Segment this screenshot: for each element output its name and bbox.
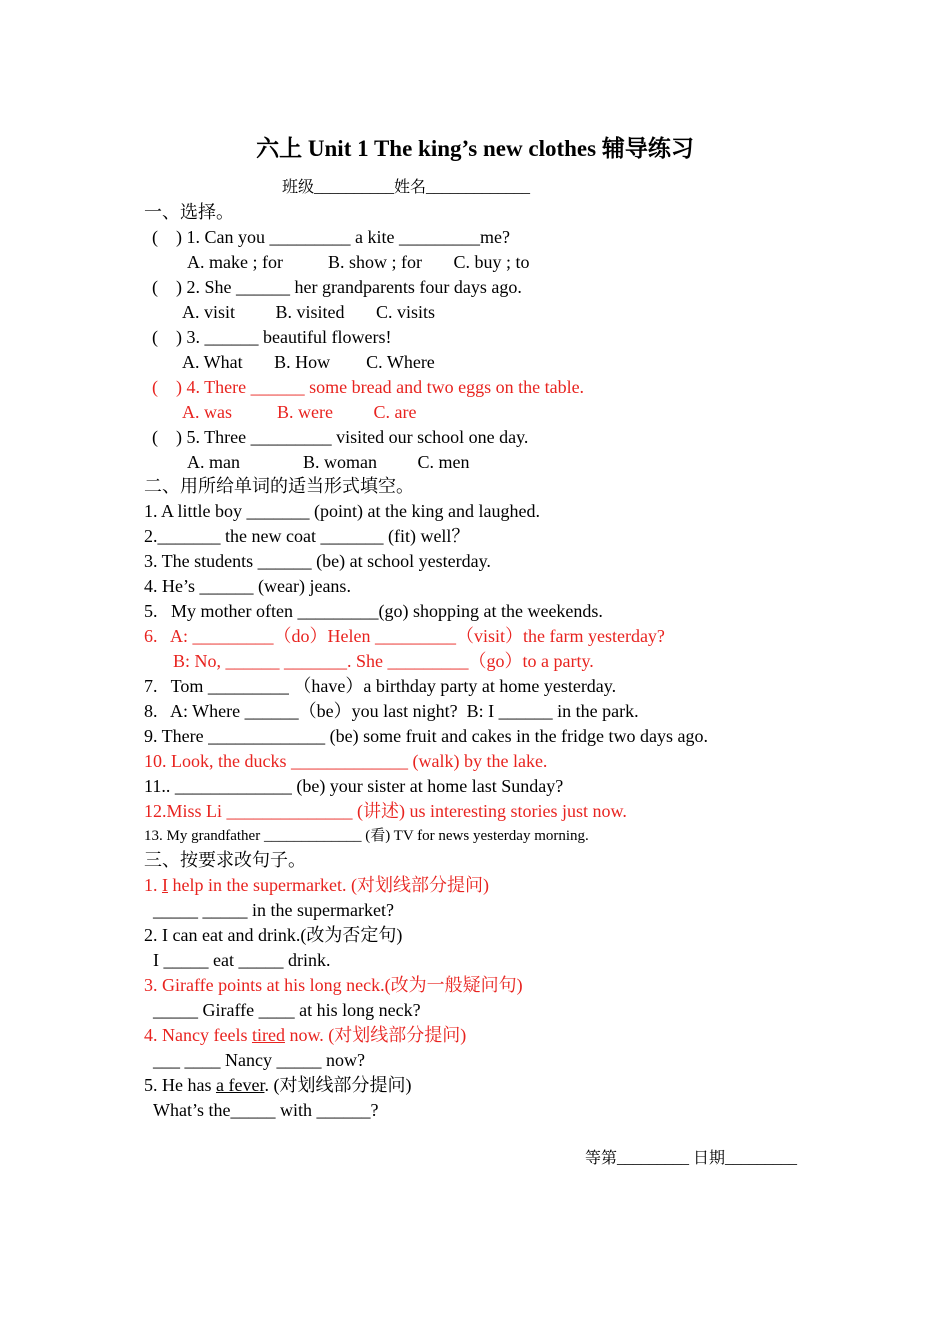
rewrite-s1-answer: _____ _____ in the supermarket?: [153, 900, 394, 920]
rewrite-s1-prefix: 1.: [144, 875, 162, 895]
choice-q5: ( ) 5. Three _________ visited our school one day.: [152, 427, 529, 447]
choice-q1-options: A. make ; for B. show ; for C. buy ; to: [187, 252, 530, 272]
rewrite-s2-answer: I _____ eat _____ drink.: [153, 950, 331, 970]
fill-line-8: 8. A: Where ______（be）you last night? B: I ______ in the park.: [144, 701, 639, 721]
rewrite-s4-suffix: now. (对划线部分提问): [284, 1025, 467, 1045]
fill-line-10: 10. Look, the ducks _____________ (walk) by the lake.: [144, 751, 548, 771]
fill-line-4: 4. He’s ______ (wear) jeans.: [144, 576, 351, 596]
fill-line-11: 11.. _____________ (be) your sister at home last Sunday?: [144, 776, 564, 796]
fill-line-2: 2._______ the new coat _______ (fit) well？: [144, 526, 470, 546]
rewrite-s5-suffix: . (对划线部分提问): [264, 1075, 412, 1095]
choice-q2: ( ) 2. She ______ her grandparents four days ago.: [152, 277, 522, 297]
rewrite-s3: 3. Giraffe points at his long neck.(改为一般疑问句): [144, 975, 523, 995]
fill-line-1: 1. A little boy _______ (point) at the king and laughed.: [144, 501, 540, 521]
rewrite-s1-suffix: help in the supermarket. (对划线部分提问): [168, 875, 489, 895]
choice-q2-options: A. visit B. visited C. visits: [182, 302, 436, 322]
section3-heading: 三、按要求改句子。: [144, 850, 306, 870]
rewrite-s4-prefix: 4. Nancy feels: [144, 1025, 252, 1045]
rewrite-s2: 2. I can eat and drink.(改为否定句): [144, 925, 403, 945]
rewrite-s5-underlined: a fever: [215, 1075, 265, 1095]
choice-q3-options: A. What B. How C. Where: [182, 352, 435, 372]
rewrite-s4-underlined: tired: [251, 1025, 285, 1045]
choice-q4: ( ) 4. There ______ some bread and two eggs on the table.: [152, 377, 585, 397]
fill-line-3: 3. The students ______ (be) at school yesterday.: [144, 551, 491, 571]
grade-date-footer: 等第_________ 日期_________: [585, 1150, 798, 1167]
rewrite-s1-underlined: I: [162, 875, 168, 895]
fill-line-7: 7. Tom _________ （have）a birthday party at home yesterday.: [144, 676, 617, 696]
choice-q3: ( ) 3. ______ beautiful flowers!: [152, 327, 392, 347]
rewrite-s5-answer: What’s the_____ with ______?: [153, 1100, 379, 1120]
rewrite-s5-prefix: 5. He has: [144, 1075, 216, 1095]
rewrite-s4-answer: ___ ____ Nancy _____ now?: [153, 1050, 365, 1070]
class-name-line: 班级__________姓名_____________: [282, 179, 531, 196]
fill-line-6b: B: No, ______ _______. She _________（go）to a party.: [173, 651, 594, 671]
fill-line-9: 9. There _____________ (be) some fruit and cakes in the fridge two days ago.: [144, 726, 709, 746]
choice-q5-options: A. man B. woman C. men: [187, 452, 470, 472]
rewrite-s5: [144, 1074, 411, 1096]
rewrite-s3-answer: _____ Giraffe ____ at his long neck?: [153, 1000, 421, 1020]
rewrite-s1: [144, 874, 489, 896]
section2-heading: 二、用所给单词的适当形式填空。: [144, 476, 414, 496]
fill-line-5: 5. My mother often _________(go) shopping at the weekends.: [144, 601, 603, 621]
section1-heading: 一、选择。: [144, 202, 234, 222]
fill-line-6: 6. A: _________（do）Helen _________（visit）the farm yesterday?: [144, 626, 665, 646]
page-title: 六上 Unit 1 The king’s new clothes 辅导练习: [256, 136, 694, 161]
fill-line-13: 13. My grandfather _____________ (看) TV for news yesterday morning.: [144, 828, 589, 844]
fill-line-12: 12.Miss Li ______________ (讲述) us interesting stories just now.: [144, 801, 627, 821]
rewrite-s4: [144, 1024, 466, 1046]
choice-q1: ( ) 1. Can you _________ a kite _________me?: [152, 227, 510, 247]
choice-q4-options: A. was B. were C. are: [182, 402, 417, 422]
